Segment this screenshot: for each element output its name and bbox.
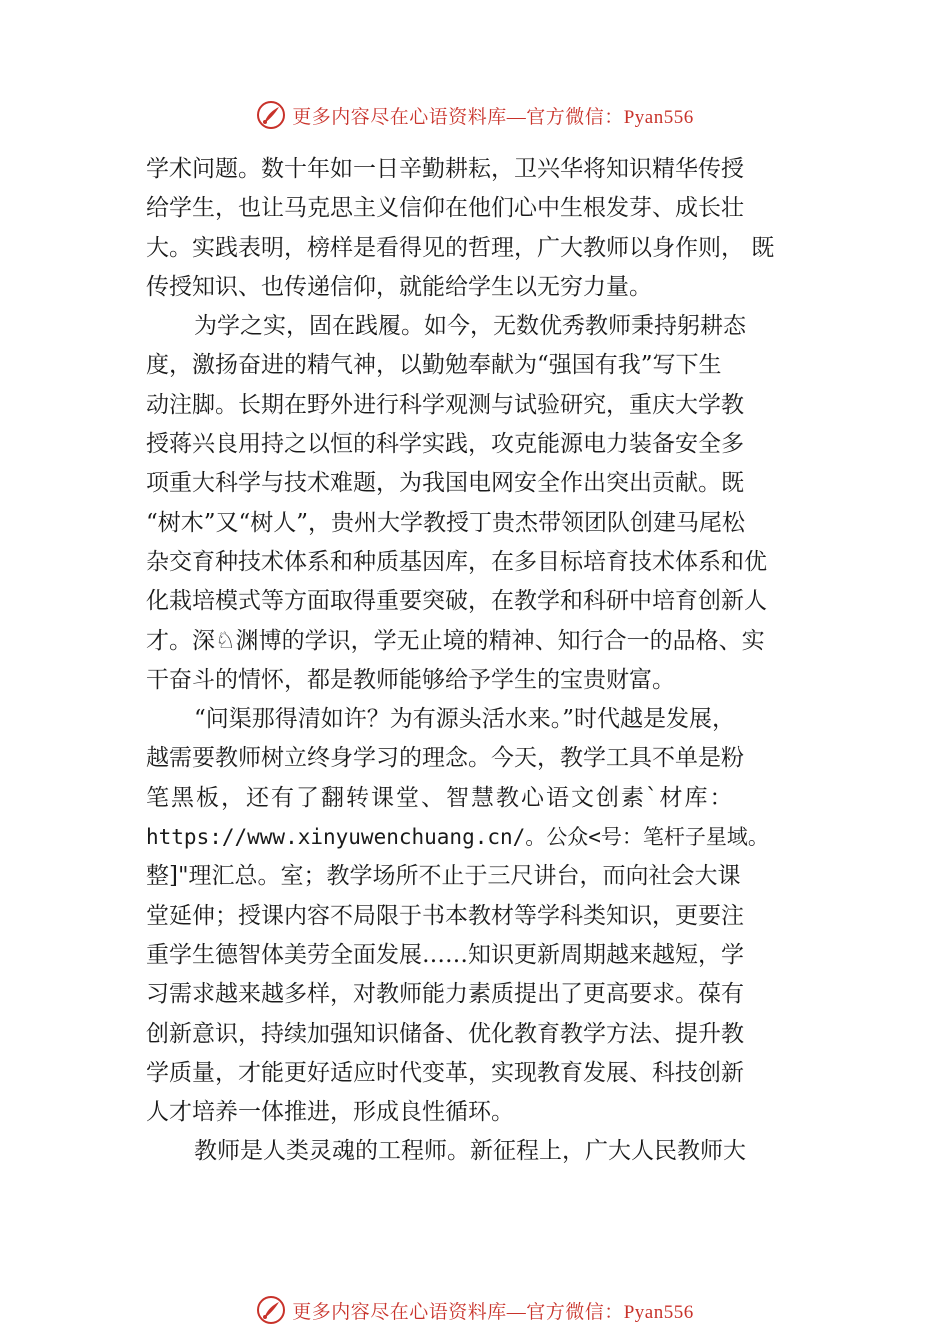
paragraph-line: 杂交育种技术体系和种质基因库，在多目标培育技术体系和优 [146,548,767,575]
paragraph-line: 动注脚。长期在野外进行科学观测与试验研究，重庆大学教 [146,391,744,418]
header-banner [0,95,950,135]
paragraph-line: 重学生德智体美劳全面发展……知识更新周期越来越短，学 [146,941,744,968]
paragraph-line: 才。深♘渊博的学识，学无止境的精神、知行合一的品格、实 [146,627,765,654]
paragraph-line: 度，激扬奋进的精气神，以勤勉奉献为“强国有我”写下生 [146,352,722,379]
paragraph-line: 创新意识，持续加强知识储备、优化教育教学方法、提升教 [146,1020,744,1047]
paragraph-line: “树木”又“树人”，贵州大学教授丁贵杰带领团队创建马尾松 [146,509,746,536]
paragraph-line: https://www.xinyuwenchuang.cn/。公众<号：笔杆子星域。 [146,825,769,850]
paragraph-line: 整]"理汇总。室；教学场所不止于三尺讲台，而向社会大课 [146,863,741,890]
paragraph-line: 习需求越来越多样，对教师能力素质提出了更高要求。葆有 [146,981,744,1008]
brush-logo-icon [256,100,286,130]
paragraph-line: 干奋斗的情怀，都是教师能够给予学生的宝贵财富。 [146,666,675,693]
footer-banner-text: 更多内容尽在心语资料库—官方微信：Pyan556 [292,1301,694,1323]
brush-logo-icon [256,1295,286,1325]
paragraph-line: 大。实践表明，榜样是看得见的哲理，广大教师以身作则， 既 [146,234,775,261]
paragraph-line: 给学生，也让马克思主义信仰在他们心中生根发芽、成长壮 [146,195,744,222]
paragraph-line: 教师是人类灵魂的工程师。新征程上，广大人民教师大 [194,1138,746,1165]
paragraph-line: “问渠那得清如许？为有源头活水来。”时代越是发展， [194,706,736,733]
paragraph-line: 学术问题。数十年如一日辛勤耕耘，卫兴华将知识精华传授 [146,156,744,182]
paragraph-line: 授蒋兴良用持之以恒的科学实践，攻克能源电力装备安全多 [146,431,744,458]
paragraph-line: 学质量，才能更好适应时代变革，实现教育发展、科技创新 [146,1059,744,1086]
paragraph-line: 为学之实，固在践履。如今，无数优秀教师秉持躬耕态 [194,313,746,340]
paragraph-line: 人才培养一体推进，形成良性循环。 [146,1099,514,1126]
paragraph-line: 笔黑板，还有了翻转课堂、智慧教心语文创素`材库： [146,784,735,811]
footer-banner [0,1290,950,1330]
paragraph-line: 越需要教师树立终身学习的理念。今天，教学工具不单是粉 [146,745,744,772]
paragraph-line: 堂延伸；授课内容不局限于书本教材等学科类知识，更要注 [146,902,744,929]
paragraph-line: 传授知识、也传递信仰，就能给学生以无穷力量。 [146,273,652,300]
paragraph-line: 项重大科学与技术难题，为我国电网安全作出突出贡献。既 [146,470,744,497]
header-banner-text: 更多内容尽在心语资料库—官方微信：Pyan556 [292,106,694,128]
paragraph-line: 化栽培模式等方面取得重要突破，在教学和科研中培育创新人 [146,588,767,615]
document-body [146,150,826,1172]
